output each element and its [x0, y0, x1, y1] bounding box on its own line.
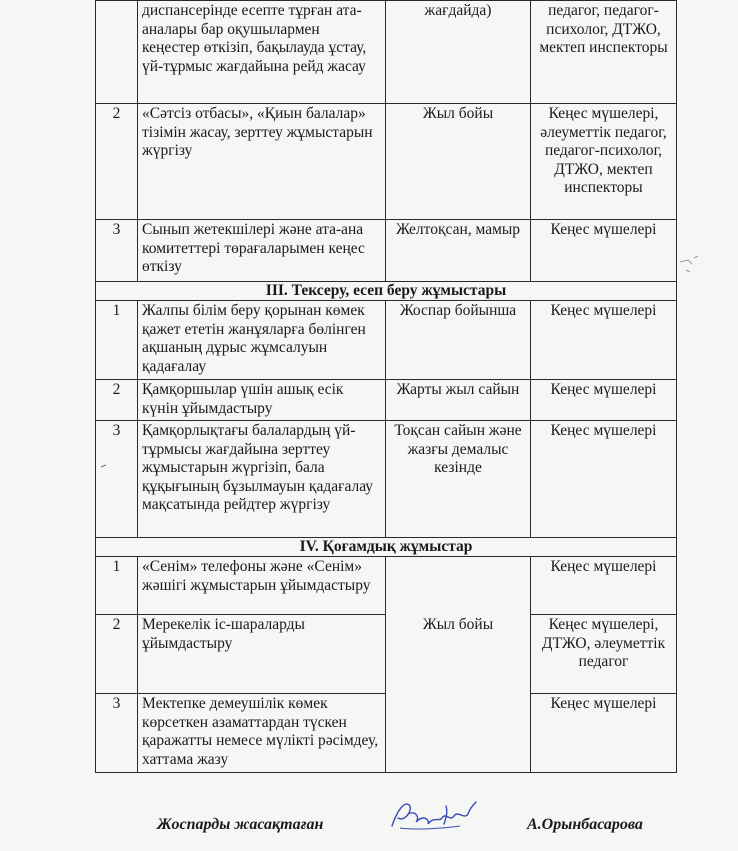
signer-name: А.Орынбасарова — [527, 816, 643, 833]
time-cell-merged: Жыл бойы — [386, 557, 531, 773]
table-row — [96, 220, 677, 282]
table-row — [96, 301, 677, 380]
task-cell: Жалпы білім беру қорынан көмек қажет ететін жанұяларға бөлінген ақшаның дұрыс жұмсалуын қадағалау — [138, 301, 386, 380]
responsible-cell: Кеңес мүшелері — [531, 380, 677, 421]
row-number — [96, 1, 138, 104]
signature-footer — [0, 812, 738, 842]
responsible-cell: Кеңес мүшелері, ДТЖО, әлеуметтік педагог — [531, 615, 677, 694]
task-cell: Қамқорлықтағы балалардың үй-тұрмысы жағдайына зерттеу жұмыстарын жүргізіп, бала құқығының бұзылмауын қадағалау мақсатында рейдтер жүргізу — [138, 421, 386, 538]
task-cell: диспансерінде есепте тұрған ата-аналары бар оқушылармен кеңестер өткізіп, бақылауда ұстау, үй-тұрмыс жағдайына рейд жасау — [138, 1, 386, 104]
task-cell: Мерекелік іс-шараларды ұйымдастыру — [138, 615, 386, 694]
row-number: 1 — [96, 557, 138, 615]
responsible-cell: Кеңес мүшелері — [531, 557, 677, 615]
time-cell: жағдайда) — [386, 1, 531, 104]
time-cell: Жыл бойы — [386, 104, 531, 220]
scan-speck — [100, 462, 110, 470]
section-header-row — [96, 538, 677, 557]
responsible-cell: Кеңес мүшелері — [531, 421, 677, 538]
table-row — [96, 380, 677, 421]
task-cell: «Сәтсіз отбасы», «Қиын балалар» тізімін жасау, зерттеу жұмыстарын жүргізу — [138, 104, 386, 220]
row-number: 2 — [96, 380, 138, 421]
section-title: ІІІ. Тексеру, есеп беру жұмыстары — [96, 282, 677, 301]
row-number: 2 — [96, 615, 138, 694]
time-cell: Желтоқсан, мамыр — [386, 220, 531, 282]
handwritten-signature-icon — [386, 796, 486, 836]
responsible-cell: Кеңес мүшелері, әлеуметтік педагог, педагог-психолог, ДТЖО, мектеп инспекторы — [531, 104, 677, 220]
row-number: 1 — [96, 301, 138, 380]
responsible-cell: Кеңес мүшелері — [531, 301, 677, 380]
prepared-by-label: Жоспарды жасақтаған — [157, 816, 324, 833]
scan-speck — [676, 250, 706, 280]
table-row — [96, 557, 677, 615]
responsible-cell: Кеңес мүшелері — [531, 694, 677, 773]
responsible-cell: Кеңес мүшелері — [531, 220, 677, 282]
task-cell: Қамқоршылар үшін ашық есік күнін ұйымдастыру — [138, 380, 386, 421]
row-number: 3 — [96, 694, 138, 773]
time-cell: Жоспар бойынша — [386, 301, 531, 380]
task-cell: «Сенім» телефоны және «Сенім» жәшігі жұмыстарын ұйымдастыру — [138, 557, 386, 615]
time-cell: Жарты жыл сайын — [386, 380, 531, 421]
time-cell: Тоқсан сайын және жазғы демалыс кезінде — [386, 421, 531, 538]
row-number: 2 — [96, 104, 138, 220]
table-row — [96, 104, 677, 220]
plan-table — [95, 0, 677, 773]
task-cell: Мектепке демеушілік көмек көрсеткен азаматтардан түскен қаражатты немесе мүлікті рәсімдеу, хаттама жазу — [138, 694, 386, 773]
table-row — [96, 421, 677, 538]
responsible-cell: педагог, педагог-психолог, ДТЖО, мектеп инспекторы — [531, 1, 677, 104]
section-title: ІV. Қоғамдық жұмыстар — [96, 538, 677, 557]
row-number: 3 — [96, 220, 138, 282]
table-row — [96, 1, 677, 104]
row-number: 3 — [96, 421, 138, 538]
task-cell: Сынып жетекшілері және ата-ана комитеттері төрағаларымен кеңес өткізу — [138, 220, 386, 282]
section-header-row — [96, 282, 677, 301]
